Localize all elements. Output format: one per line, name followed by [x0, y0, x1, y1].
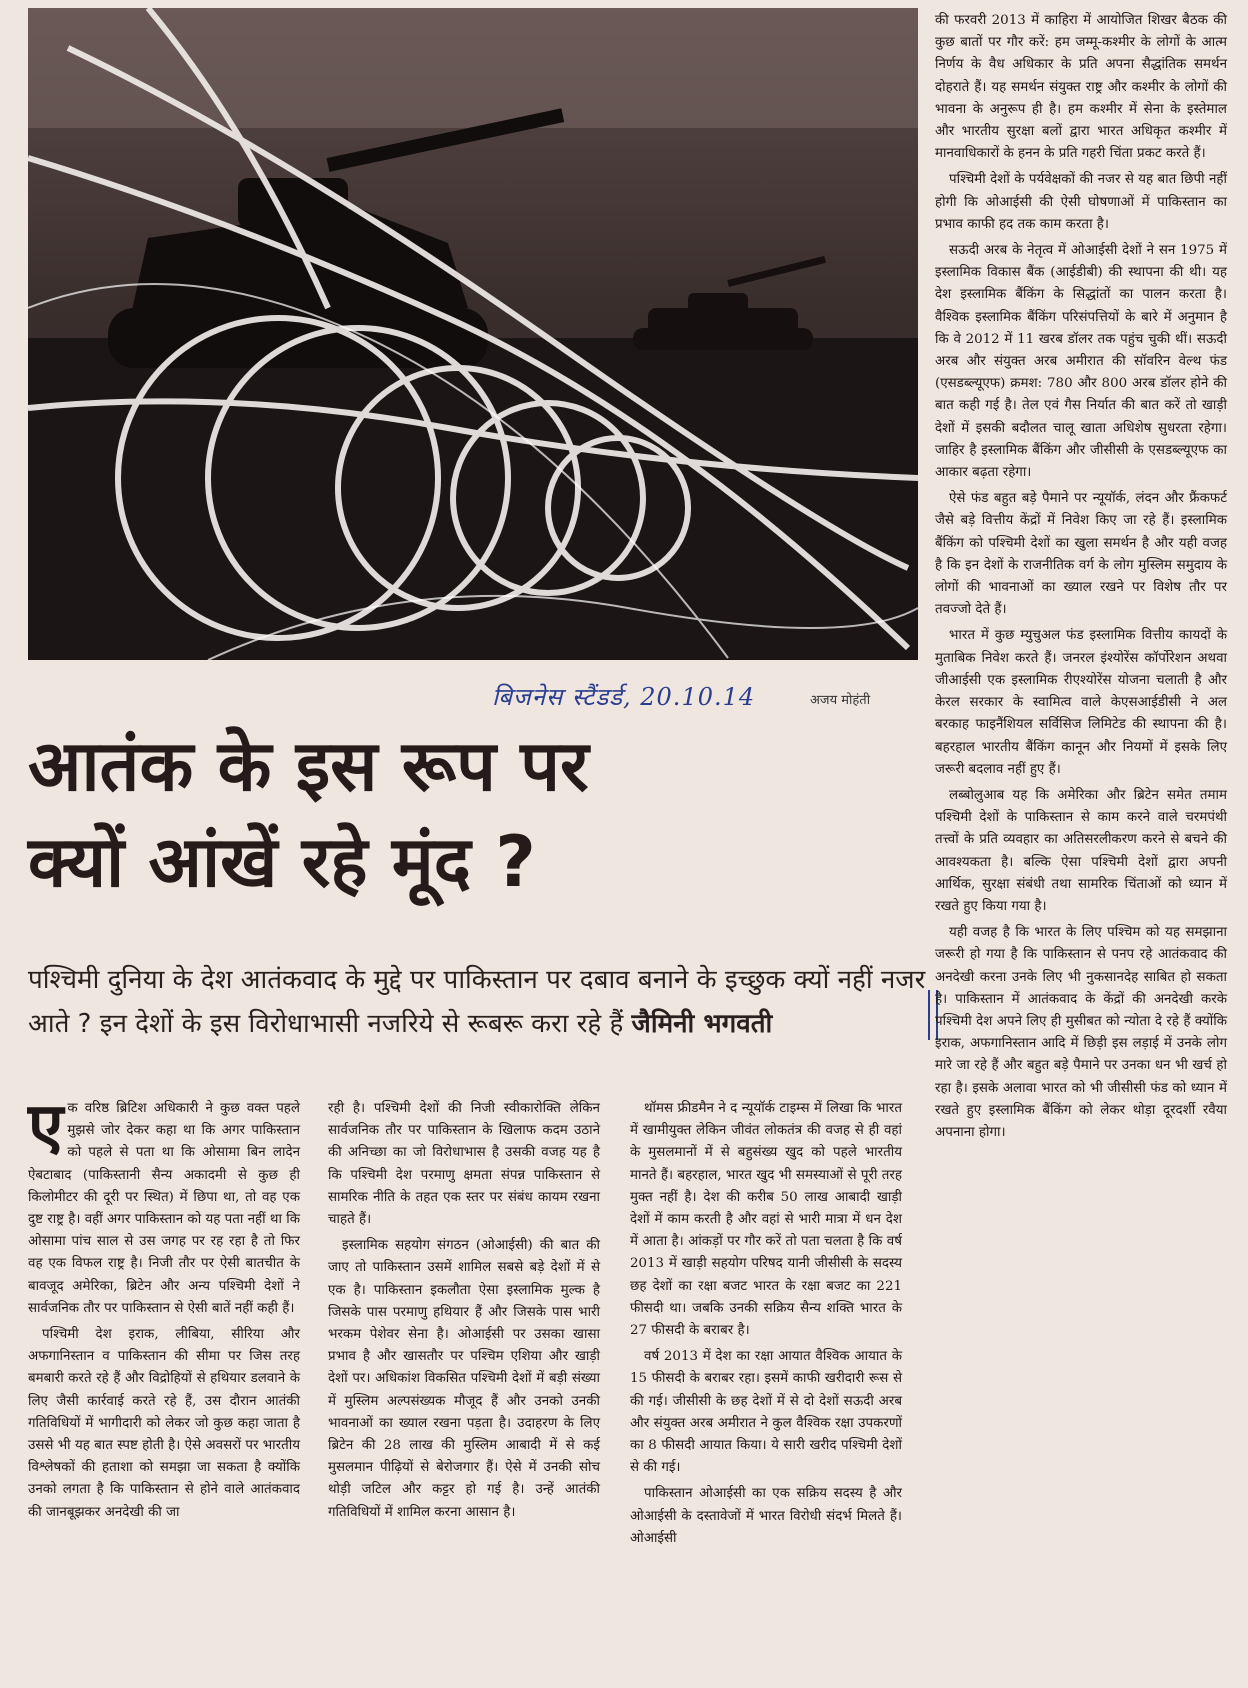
deck-standfirst: [28, 958, 928, 1046]
photo-illustration: [28, 8, 918, 660]
drop-cap: ए: [28, 1089, 64, 1164]
paragraph: इस्लामिक सहयोग संगठन (ओआईसी) की बात की जाए तो पाकिस्तान उसमें शामिल सबसे बड़े देशों में से एक है। पाकिस्तान इकलौता ऐसा इस्लामिक मुल्क है जिसके पास परमाणु हथियार हैं और जिसके पास भारी भरकम पेशेवर सेना है। ओआईसी पर उसका खासा प्रभाव है और खासतौर पर पश्चिम एशिया और खाड़ी देशों पर। अधिकांश विकसित पश्चिमी देशों में बड़ी संख्या में मुस्लिम अल्पसंख्यक मौजूद हैं और उनको उनकी भावनाओं का ख्याल रखना पड़ता है। उदाहरण के लिए ब्रिटेन की 28 लाख की मुस्लिम आबादी में से कई मुसलमान पीढ़ियों से बेरोजगार हैं। ऐसे में उनकी सोच थोड़ी जटिल और कट्टर हो गई है। उन्हें आतंकी गतिविधियों में शामिल करना आसान है।: [328, 1238, 600, 1520]
paragraph: भारत में कुछ म्युचुअल फंड इस्लामिक वित्तीय कायदों के मुताबिक निवेश करते हैं। जनरल इंश्योरेंस कॉर्पोरेशन अथवा जीआईसी एक इस्लामिक रीएश्योरेंस योजना चलाती है और केरल सरकार के स्वामित्व वाले केएसआईडीसी ने अल बरकाह फाइनैंशियल सर्विसिज लिमिटेड की स्थापना की है। बहरहाल भारतीय बैंकिंग कानून और नियमों में इसके लिए जरूरी बदलाव नहीं हुए हैं।: [935, 628, 1227, 777]
paragraph: लब्बोलुआब यह कि अमेरिका और ब्रिटेन समेत तमाम पश्चिमी देशों के पाकिस्तान से काम करने वाले चरमपंथी तत्त्वों के प्रति व्यवहार का अतिसरलीकरण करने से बचने की आवश्यकता है। बल्कि ऐसा पश्चिमी देशों द्वारा अपनी आर्थिक, सुरक्षा संबंधी तथा सामरिक चिंताओं को ध्यान में रखते हुए किया गया है।: [935, 787, 1227, 914]
handwritten-note: बिजनेस स्टैंडर्ड, 20.10.14: [492, 683, 756, 711]
paragraph: पाकिस्तान ओआईसी का एक सक्रिय सदस्य है और ओआईसी के दस्तावेजों में भारत विरोधी संदर्भ मिलते हैं। ओआईसी: [630, 1486, 902, 1546]
photo-credit: अजय मोहंती: [810, 693, 871, 708]
paragraph: पश्चिमी देशों के पर्यवेक्षकों की नजर से यह बात छिपी नहीं होगी कि ओआईसी की ऐसी घोषणाओं में पाकिस्तान का प्रभाव काफी हद तक काम करता है।: [935, 172, 1227, 232]
headline-line-2: क्यों आंखें रहे मूंद ?: [28, 821, 536, 903]
headline: [28, 718, 928, 910]
paragraph: पश्चिमी देश इराक, लीबिया, सीरिया और अफगानिस्तान व पाकिस्तान की सीमा पर जिस तरह बमबारी करते रहे हैं और विद्रोहियों से हथियार डलवाने के लिए जैसी कार्रवाई करते रहे हैं, उस दौरान आतंकी गतिविधियों में भागीदारी को लेकर जो कुछ कहा जाता है उससे भी यह बात स्पष्ट होती है। ऐसे अवसरों पर भारतीय विश्लेषकों की हताशा को समझा जा सकता है क्योंकि उनको लगता है कि पाकिस्तान से होने वाले आतंकवाद की जानबूझकर अनदेखी की जा: [28, 1327, 300, 1520]
paragraph: ऐसे फंड बहुत बड़े पैमाने पर न्यूयॉर्क, लंदन और फ्रैंकफर्ट जैसे बड़े वित्तीय केंद्रों में निवेश किए जा रहे हैं। इस्लामिक बैंकिंग को पश्चिमी देशों का खुला समर्थन है और यही वजह है कि इन देशों के राजनीतिक वर्ग के लोग मुस्लिम समुदाय के लोगों की भावनाओं का ख्याल रखने पर विशेष तौर पर तवज्जो देते हैं।: [935, 491, 1227, 618]
article-column-3: [630, 1098, 902, 1554]
paragraph: की फरवरी 2013 में काहिरा में आयोजित शिखर बैठक की कुछ बातों पर गौर करें: हम जम्मू-कश्मीर के लोगों के आत्म निर्णय के वैध अधिकार के प्रति अपना सैद्धांतिक समर्थन दोहराते हैं। यह समर्थन संयुक्त राष्ट्र और कश्मीर के लोगों की भावना के अनुरूप ही है। हम कश्मीर में सेना के इस्तेमाल और भारतीय सुरक्षा बलों द्वारा भारत अधिकृत कश्मीर में मानवाधिकारों के हनन के प्रति गहरी चिंता प्रकट करते हैं।: [935, 13, 1227, 162]
paragraph: रही है। पश्चिमी देशों की निजी स्वीकारोक्ति लेकिन सार्वजनिक तौर पर पाकिस्तान के खिलाफ कदम उठाने की अनिच्छा का जो विरोधाभास है उसकी वजह यह है कि पश्चिमी देश परमाणु क्षमता संपन्न पाकिस्तान से सामरिक नीति के तहत एक स्तर पर संबंध कायम रखना चाहते हैं।: [328, 1101, 600, 1228]
paragraph: यही वजह है कि भारत के लिए पश्चिम को यह समझाना जरूरी हो गया है कि पाकिस्तान से पनप रहे आतंकवाद की अनदेखी करना उनके लिए भी नुकसानदेह साबित हो सकता है। पाकिस्तान में आतंकवाद के केंद्रों की अनदेखी करके पश्चिमी देश अपने लिए ही मुसीबत को न्योता दे रहे हैं क्योंकि इराक, अफगानिस्तान आदि में छिड़ी इस लड़ाई में उनके लोग मारे जा रहे हैं और बहुत बड़े पैमाने पर उनका धन भी खर्च हो रहा है। इसके अलावा भारत को भी जीसीसी फंड को ध्यान में रखते हुए इस्लामिक बैंकिंग को लेकर थोड़ा दूरदर्शी रवैया अपनाना होगा।: [935, 925, 1227, 1140]
author-byline: जैमिनी भगवती: [631, 1009, 773, 1039]
headline-line-1: आतंक के इस रूप पर: [28, 725, 589, 807]
article-column-4: [935, 10, 1227, 1148]
paragraph: सऊदी अरब के नेतृत्व में ओआईसी देशों ने सन 1975 में इस्लामिक विकास बैंक (आईडीबी) की स्थापना की थी। यह देश इस्लामिक बैंकिंग के सिद्धांतों का पालन करता है। वैश्विक इस्लामिक बैंकिंग परिसंपत्तियों के बारे में अनुमान है कि वे 2012 में 11 खरब डॉलर तक पहुंच चुकी थीं। सऊदी अरब और संयुक्त अरब अमीरात की सॉवरिन वेल्थ फंड (एसडब्ल्यूएफ) क्रमश: 780 और 800 अरब डॉलर होने की बात कही गई है। तेल एवं गैस निर्यात की बात करें तो खाड़ी देशों में इसकी बदौलत चालू खाता अधिशेष सुधरता रहेगा। जाहिर है इस्लामिक बैंकिंग और जीसीसी के एसडब्ल्यूएफ का आकार बढ़ता रहेगा।: [935, 243, 1227, 481]
article-column-1: [28, 1089, 300, 1528]
article-column-2: [328, 1098, 600, 1528]
paragraph: एक वरिष्ठ ब्रिटिश अधिकारी ने कुछ वक्त पहले मुझसे जोर देकर कहा था कि अगर पाकिस्तान को पहले से पता था कि ओसामा बिन लादेन ऐबटाबाद (पाकिस्तानी सैन्य अकादमी से कुछ ही किलोमीटर की दूरी पर स्थित) में छिपा था, तो वह एक दुष्ट राष्ट्र है। वहीं अगर पाकिस्तान को यह पता नहीं था कि ओसामा पांच साल से उस जगह पर रह रहा है तो फिर वह एक विफल राष्ट्र है। निजी तौर पर ऐसी बातचीत के बावजूद अमेरिका, ब्रिटेन और अन्य पश्चिमी देशों ने सार्वजनिक तौर पर पाकिस्तान से ऐसी बातें नहीं कही हैं।: [28, 1089, 300, 1316]
tank-barbed-wire-photo: [28, 8, 918, 660]
deck-text: पश्चिमी दुनिया के देश आतंकवाद के मुद्दे पर पाकिस्तान पर दबाव बनाने के इच्छुक क्यों नहीं नजर आते ? इन देशों के इस विरोधाभासी नजरिये से रूबरू करा रहे हैं: [28, 965, 926, 1039]
paragraph: वर्ष 2013 में देश का रक्षा आयात वैश्विक आयात के 15 फीसदी के बराबर रहा। इसमें काफी खरीदारी रूस से की गई। जीसीसी के छह देशों में से दो देशों सऊदी अरब और संयुक्त अरब अमीरात ने कुल वैश्विक रक्षा उपकरणों का 8 फीसदी आयात किया। ये सारी खरीद पश्चिमी देशों से की गई।: [630, 1349, 902, 1476]
paragraph: थॉमस फ्रीडमैन ने द न्यूयॉर्क टाइम्स में लिखा कि भारत में खामीयुक्त लेकिन जीवंत लोकतंत्र की वजह से ही वहां के मुसलमानों में से बहुसंख्य खुद को पहले भारतीय मानते हैं। बहरहाल, भारत खुद भी समस्याओं से पूरी तरह मुक्त नहीं है। देश की करीब 50 लाख आबादी खाड़ी देशों में काम करती है और वहां से भारी मात्रा में धन देश में आता है। आंकड़ों पर गौर करें तो पता चलता है कि वर्ष 2013 में खाड़ी सहयोग परिषद यानी जीसीसी के सदस्य छह देशों का रक्षा बजट भारत के रक्षा बजट का 221 फीसदी था। जबकि उनकी सक्रिय सैन्य शक्ति भारत के 27 फीसदी के बराबर है।: [630, 1101, 902, 1339]
